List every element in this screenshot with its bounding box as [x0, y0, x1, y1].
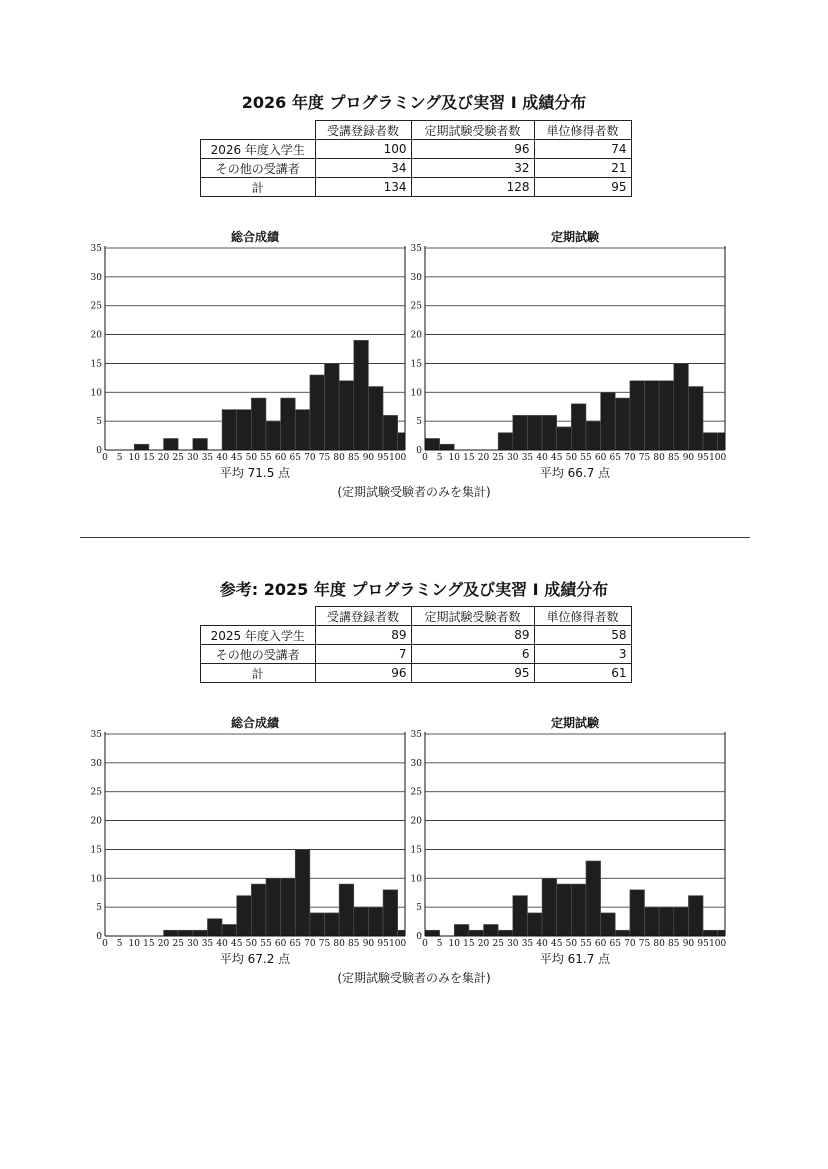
summary-table: [200, 120, 632, 197]
x-tick-label: 65: [609, 453, 621, 463]
histogram-bar: [557, 884, 572, 936]
x-tick-label: 85: [668, 453, 680, 463]
y-tick-label: 10: [90, 874, 102, 885]
y-tick-label: 35: [90, 730, 102, 740]
x-tick-label: 30: [507, 939, 519, 949]
histogram-bar: [571, 884, 586, 936]
histogram-bar: [325, 913, 340, 936]
cell: 96: [411, 140, 534, 159]
histogram-chart: [400, 730, 730, 952]
note: (定期試験受験者のみを集計): [337, 971, 491, 985]
cell: 7: [315, 645, 411, 664]
note: (定期試験受験者のみを集計): [337, 485, 491, 499]
x-tick-label: 80: [333, 453, 345, 463]
x-tick-label: 90: [682, 453, 695, 463]
histogram-bar: [659, 907, 674, 936]
x-tick-label: 75: [318, 939, 331, 949]
x-tick-label: 0: [102, 453, 108, 463]
x-tick-label: 10: [448, 453, 460, 463]
chart-title: 定期試験: [550, 716, 599, 730]
y-tick-label: 20: [90, 816, 102, 827]
table-row: [201, 159, 632, 178]
x-tick-label: 70: [624, 453, 636, 463]
y-tick-label: 5: [96, 417, 102, 428]
x-tick-label: 40: [216, 453, 228, 463]
histogram-bar: [383, 415, 398, 450]
cell: 95: [534, 178, 631, 197]
histogram-chart: [80, 730, 410, 952]
histogram-bar: [354, 340, 369, 450]
histogram-bar: [703, 930, 718, 936]
histogram-bar: [325, 363, 340, 450]
histogram-bar: [630, 890, 645, 936]
histogram-bar: [266, 421, 281, 450]
y-tick-label: 30: [90, 272, 102, 283]
x-tick-label: 80: [333, 939, 345, 949]
chart-title: 総合成績: [230, 716, 279, 730]
x-tick-label: 60: [594, 939, 607, 949]
x-tick-label: 100: [389, 939, 407, 949]
histogram-bar: [601, 392, 616, 450]
histogram-bar: [164, 438, 179, 450]
histogram-bar: [571, 404, 586, 450]
histogram-bar: [484, 924, 499, 936]
x-tick-label: 25: [172, 939, 184, 949]
x-tick-label: 90: [362, 453, 375, 463]
y-tick-label: 10: [410, 874, 422, 885]
histogram-bar: [281, 878, 296, 936]
cell: 32: [411, 159, 534, 178]
y-tick-label: 0: [416, 932, 422, 942]
row-label: その他の受講者: [201, 159, 316, 178]
x-tick-label: 75: [318, 453, 331, 463]
histogram-bar: [513, 415, 528, 450]
section-title: 2026 年度 プログラミング及び実習 I 成績分布: [241, 93, 587, 112]
cell: 34: [315, 159, 411, 178]
histogram-bar: [251, 398, 266, 450]
histogram-bar: [368, 387, 383, 450]
x-tick-label: 10: [128, 939, 140, 949]
x-tick-label: 65: [609, 939, 621, 949]
histogram-bar: [645, 907, 660, 936]
cell: 58: [534, 626, 631, 645]
x-tick-label: 45: [550, 453, 563, 463]
x-tick-label: 20: [477, 453, 490, 463]
x-tick-label: 50: [245, 453, 258, 463]
histogram-bar: [164, 930, 179, 936]
x-tick-label: 55: [260, 453, 272, 463]
histogram-bar: [193, 438, 208, 450]
x-tick-label: 95: [697, 939, 709, 949]
row-label: 計: [201, 178, 316, 197]
histogram-bar: [615, 398, 630, 450]
histogram-chart: [400, 244, 730, 466]
x-tick-label: 20: [157, 939, 170, 949]
x-tick-label: 100: [709, 939, 727, 949]
histogram-bar: [527, 913, 542, 936]
x-tick-label: 55: [580, 939, 592, 949]
histogram-bar: [251, 884, 266, 936]
histogram-bar: [339, 884, 354, 936]
x-tick-label: 95: [697, 453, 709, 463]
histogram-bar: [295, 410, 310, 450]
histogram-bar: [440, 444, 455, 450]
y-tick-label: 0: [416, 446, 422, 456]
histogram-bar: [498, 433, 513, 450]
histogram-bar: [674, 363, 689, 450]
x-tick-label: 95: [377, 453, 389, 463]
x-tick-label: 35: [521, 453, 534, 463]
histogram-bar: [368, 907, 383, 936]
x-tick-label: 80: [653, 453, 665, 463]
table-row: [201, 645, 632, 664]
histogram-bar: [425, 438, 440, 450]
cell: 134: [315, 178, 411, 197]
y-tick-label: 15: [90, 359, 102, 370]
table-header: 単位修得者数: [534, 121, 631, 140]
x-tick-label: 10: [448, 939, 460, 949]
histogram-bar: [454, 924, 469, 936]
section-divider: [80, 537, 750, 538]
y-tick-label: 0: [96, 446, 102, 456]
row-label: 計: [201, 664, 316, 683]
mean-label: 平均 61.7 点: [539, 952, 611, 966]
x-tick-label: 95: [377, 939, 389, 949]
histogram-bar: [222, 410, 237, 450]
histogram-bar: [237, 410, 252, 450]
histogram-bar: [674, 907, 689, 936]
y-tick-label: 20: [90, 330, 102, 341]
histogram-bar: [542, 415, 557, 450]
histogram-bar: [178, 930, 193, 936]
section-title: 参考: 2025 年度 プログラミング及び実習 I 成績分布: [219, 580, 609, 599]
x-tick-label: 35: [201, 939, 214, 949]
histogram-bar: [557, 427, 572, 450]
cell: 96: [315, 664, 411, 683]
histogram-bar: [193, 930, 208, 936]
x-tick-label: 25: [492, 453, 504, 463]
x-tick-label: 80: [653, 939, 665, 949]
y-tick-label: 15: [410, 845, 422, 856]
y-tick-label: 35: [410, 244, 422, 254]
x-tick-label: 100: [389, 453, 407, 463]
histogram-bar: [266, 878, 281, 936]
x-tick-label: 50: [245, 939, 258, 949]
cell: 100: [315, 140, 411, 159]
mean-label: 平均 66.7 点: [539, 466, 611, 480]
x-tick-label: 40: [536, 939, 548, 949]
x-tick-label: 35: [521, 939, 534, 949]
y-tick-label: 30: [410, 272, 422, 283]
y-tick-label: 0: [96, 932, 102, 942]
histogram-bar: [498, 930, 513, 936]
y-tick-label: 20: [410, 816, 422, 827]
x-tick-label: 60: [594, 453, 607, 463]
histogram-bar: [586, 861, 601, 936]
y-tick-label: 15: [410, 359, 422, 370]
x-tick-label: 15: [463, 453, 475, 463]
x-tick-label: 20: [157, 453, 170, 463]
histogram-bar: [237, 896, 252, 936]
x-tick-label: 0: [102, 939, 108, 949]
cell: 128: [411, 178, 534, 197]
x-tick-label: 85: [668, 939, 680, 949]
x-tick-label: 20: [477, 939, 490, 949]
table-header: 定期試験受験者数: [411, 121, 534, 140]
histogram-bar: [425, 930, 440, 936]
table-row: [201, 178, 632, 197]
x-tick-label: 45: [230, 453, 243, 463]
y-tick-label: 20: [410, 330, 422, 341]
x-tick-label: 5: [116, 453, 123, 463]
x-tick-label: 45: [550, 939, 563, 949]
histogram-bar: [601, 913, 616, 936]
y-tick-label: 5: [416, 903, 422, 914]
histogram-bar: [513, 896, 528, 936]
histogram-bar: [615, 930, 630, 936]
x-tick-label: 60: [274, 453, 287, 463]
x-tick-label: 35: [201, 453, 214, 463]
table-header-row: [201, 121, 632, 140]
x-tick-label: 30: [187, 453, 199, 463]
x-tick-label: 85: [348, 939, 360, 949]
histogram-bar: [383, 890, 398, 936]
mean-label: 平均 67.2 点: [219, 952, 291, 966]
x-tick-label: 50: [565, 939, 578, 949]
x-tick-label: 45: [230, 939, 243, 949]
histogram-bar: [354, 907, 369, 936]
y-tick-label: 5: [96, 903, 102, 914]
x-tick-label: 30: [187, 939, 199, 949]
y-tick-label: 30: [90, 758, 102, 769]
table-corner: [201, 607, 316, 626]
histogram-chart: [80, 244, 410, 466]
x-tick-label: 25: [492, 939, 504, 949]
x-tick-label: 60: [274, 939, 287, 949]
x-tick-label: 70: [624, 939, 636, 949]
x-tick-label: 30: [507, 453, 519, 463]
x-tick-label: 15: [143, 939, 155, 949]
y-tick-label: 35: [410, 730, 422, 740]
mean-label: 平均 71.5 点: [219, 466, 291, 480]
histogram-bar: [295, 849, 310, 936]
y-tick-label: 5: [416, 417, 422, 428]
table-header: 受講登録者数: [315, 121, 411, 140]
x-tick-label: 25: [172, 453, 184, 463]
histogram-bar: [703, 433, 718, 450]
x-tick-label: 100: [709, 453, 727, 463]
histogram-bar: [586, 421, 601, 450]
x-tick-label: 65: [289, 453, 301, 463]
table-header: 受講登録者数: [315, 607, 411, 626]
y-tick-label: 35: [90, 244, 102, 254]
histogram-bar: [469, 930, 484, 936]
cell: 95: [411, 664, 534, 683]
x-tick-label: 55: [260, 939, 272, 949]
x-tick-label: 65: [289, 939, 301, 949]
x-tick-label: 55: [580, 453, 592, 463]
x-tick-label: 40: [216, 939, 228, 949]
chart-title: 定期試験: [550, 230, 599, 244]
histogram-bar: [207, 919, 222, 936]
cell: 74: [534, 140, 631, 159]
cell: 61: [534, 664, 631, 683]
table-row: [201, 664, 632, 683]
histogram-bar: [645, 381, 660, 450]
x-tick-label: 75: [638, 453, 651, 463]
chart-title: 総合成績: [230, 230, 279, 244]
y-tick-label: 25: [90, 301, 102, 312]
histogram-bar: [281, 398, 296, 450]
x-tick-label: 40: [536, 453, 548, 463]
summary-table: [200, 606, 632, 683]
x-tick-label: 70: [304, 453, 316, 463]
histogram-bar: [659, 381, 674, 450]
histogram-bar: [222, 924, 237, 936]
table-row: [201, 140, 632, 159]
table-header: 定期試験受験者数: [411, 607, 534, 626]
y-tick-label: 15: [90, 845, 102, 856]
x-tick-label: 75: [638, 939, 651, 949]
table-row: [201, 626, 632, 645]
x-tick-label: 5: [436, 453, 443, 463]
table-corner: [201, 121, 316, 140]
table-header-row: [201, 607, 632, 626]
histogram-bar: [718, 930, 725, 936]
histogram-bar: [542, 878, 557, 936]
cell: 3: [534, 645, 631, 664]
x-tick-label: 15: [143, 453, 155, 463]
cell: 89: [411, 626, 534, 645]
y-tick-label: 25: [90, 787, 102, 798]
histogram-bar: [527, 415, 542, 450]
x-tick-label: 10: [128, 453, 140, 463]
x-tick-label: 0: [422, 453, 428, 463]
y-tick-label: 25: [410, 301, 422, 312]
cell: 6: [411, 645, 534, 664]
x-tick-label: 5: [436, 939, 443, 949]
histogram-bar: [718, 433, 725, 450]
histogram-bar: [339, 381, 354, 450]
y-tick-label: 30: [410, 758, 422, 769]
cell: 21: [534, 159, 631, 178]
histogram-bar: [688, 387, 703, 450]
row-label: その他の受講者: [201, 645, 316, 664]
x-tick-label: 85: [348, 453, 360, 463]
table-header: 単位修得者数: [534, 607, 631, 626]
row-label: 2025 年度入学生: [201, 626, 316, 645]
x-tick-label: 0: [422, 939, 428, 949]
histogram-bar: [630, 381, 645, 450]
histogram-bar: [688, 896, 703, 936]
histogram-bar: [310, 913, 325, 936]
x-tick-label: 90: [682, 939, 695, 949]
histogram-bar: [310, 375, 325, 450]
x-tick-label: 90: [362, 939, 375, 949]
x-tick-label: 15: [463, 939, 475, 949]
row-label: 2026 年度入学生: [201, 140, 316, 159]
y-tick-label: 10: [90, 388, 102, 399]
y-tick-label: 10: [410, 388, 422, 399]
x-tick-label: 70: [304, 939, 316, 949]
x-tick-label: 50: [565, 453, 578, 463]
histogram-bar: [134, 444, 149, 450]
cell: 89: [315, 626, 411, 645]
x-tick-label: 5: [116, 939, 123, 949]
y-tick-label: 25: [410, 787, 422, 798]
